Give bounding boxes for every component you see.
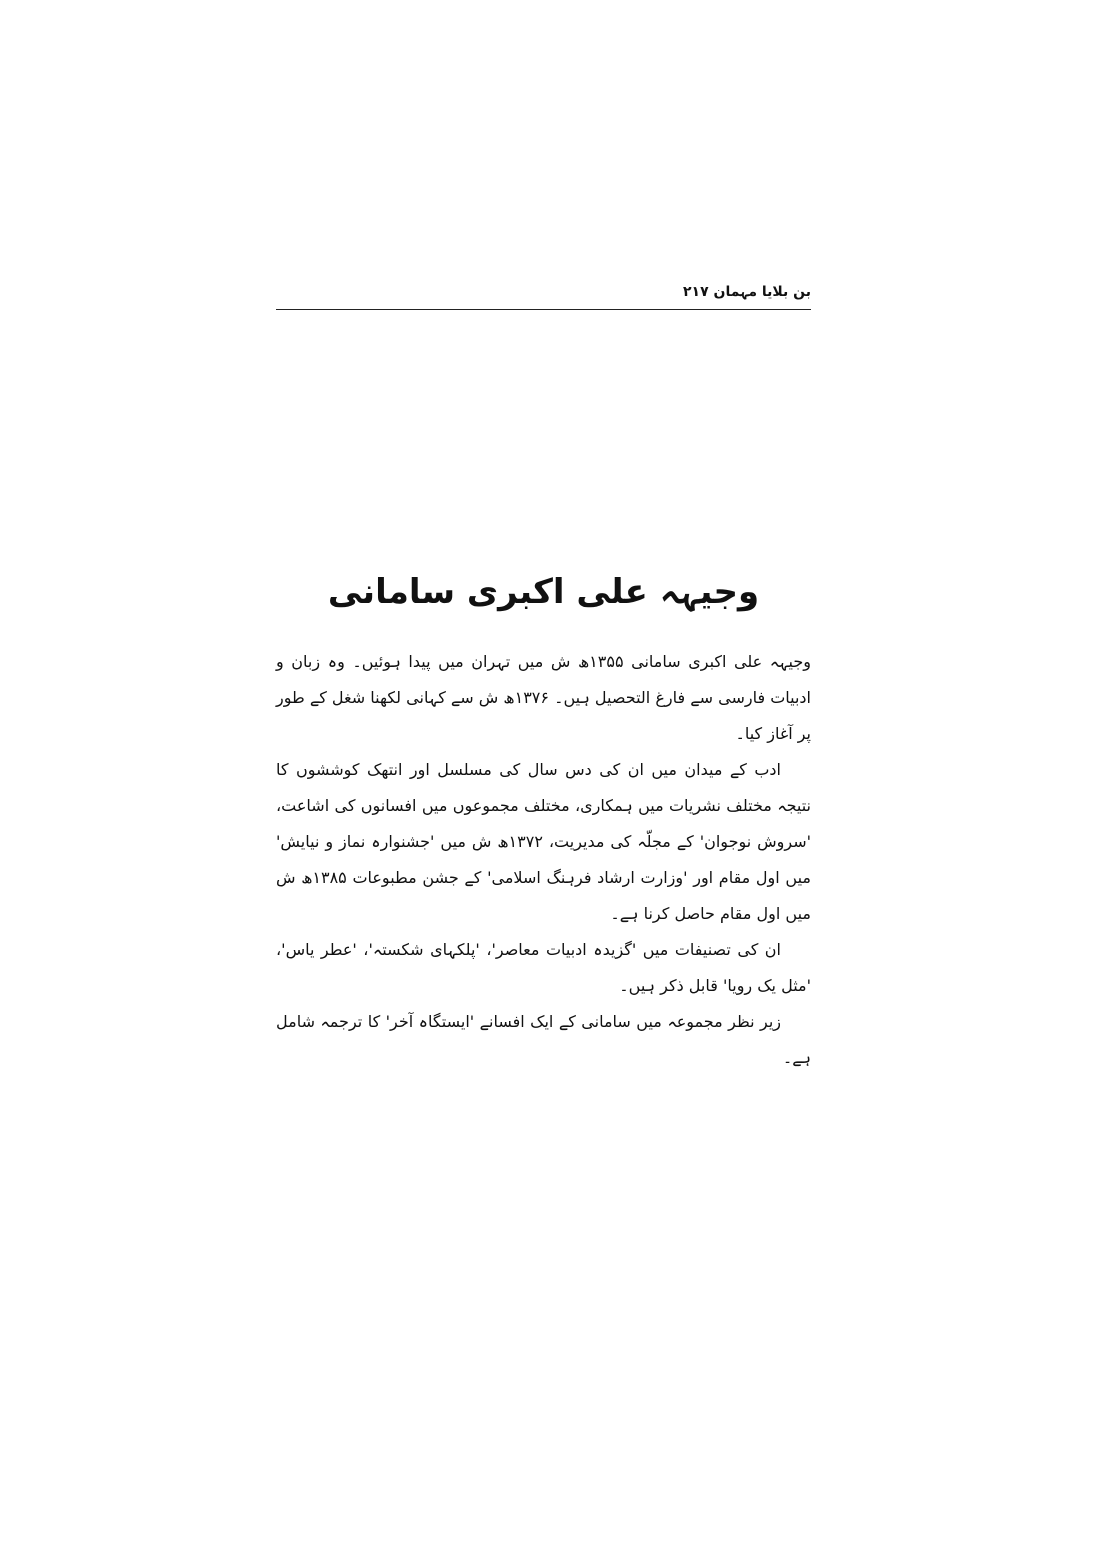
running-header: بن بلایا مہمان ۲۱۷ (683, 284, 811, 300)
header-rule (276, 309, 811, 310)
paragraph-translation-note: زیر نظر مجموعہ میں سامانی کے ایک افسانے 'ایستگاہ آخر' کا ترجمہ شامل ہے۔ (276, 1012, 811, 1067)
paragraph-biography: وجیہہ علی اکبری سامانی ۱۳۵۵ھ ش میں تہران میں پیدا ہوئیں۔ وہ زبان و ادبیات فارسی سے فارغ التحصیل ہیں۔ ۱۳۷۶ھ ش سے کہانی لکھنا شغل کے طور پر آغاز کیا۔ (276, 652, 811, 743)
paragraph-works: ان کی تصنیفات میں 'گزیدہ ادبیات معاصر'، 'پلکہای شکستہ'، 'عطر یاس'، 'مثل یک رویا' قابل ذکر ہیں۔ (276, 940, 811, 995)
chapter-title: وجیہہ علی اکبری سامانی (327, 572, 760, 612)
paragraph-achievements: ادب کے میدان میں ان کی دس سال کی مسلسل اور انتھک کوششوں کا نتیجہ مختلف نشریات میں ہمکاری، مختلف مجموعوں میں افسانوں کی اشاعت، 'سروش نوجوان' کے مجلّہ کی مدیریت، ۱۳۷۲ھ ش میں 'جشنوارہ نماز و نیایش' میں اول مقام اور 'وزارت ارشاد فرہنگ اسلامی' کے جشن مطبوعات ۱۳۸۵ھ ش میں اول مقام حاصل کرنا ہے۔ (276, 760, 811, 923)
chapter-body (276, 644, 811, 1076)
